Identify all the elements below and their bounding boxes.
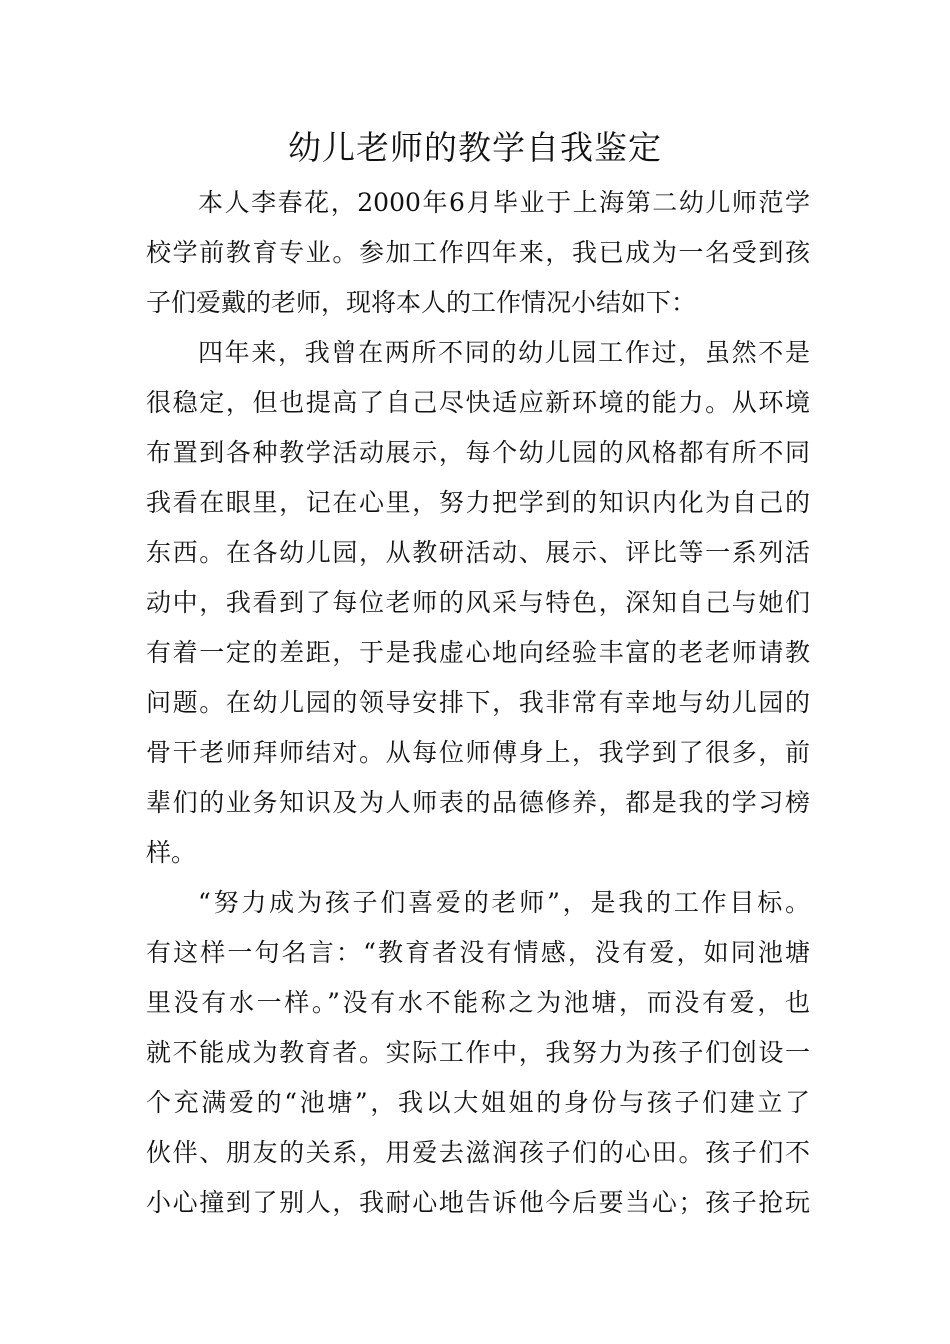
text-line: 伙伴、朋友的关系，用爱去滋润孩子们的心田。孩子们不 xyxy=(146,1138,810,1167)
text-line: 骨干老师拜师结对。从每位师傅身上，我学到了很多，前 xyxy=(146,738,810,767)
text-line: 个充满爱的“池塘”，我以大姐姐的身份与孩子们建立了 xyxy=(146,1088,810,1117)
text-line: 小心撞到了别人，我耐心地告诉他今后要当心；孩子抢玩 xyxy=(146,1188,810,1217)
text-line: 子们爱戴的老师，现将本人的工作情况小结如下： xyxy=(146,288,697,317)
text-line: 本人李春花，2000年6月毕业于上海第二幼儿师范学 xyxy=(198,188,810,217)
text-line: 四年来，我曾在两所不同的幼儿园工作过，虽然不是 xyxy=(198,338,810,367)
text-line: 辈们的业务知识及为人师表的品德修养，都是我的学习榜 xyxy=(146,788,810,817)
text-line: 样。 xyxy=(146,838,197,867)
text-line: “努力成为孩子们喜爱的老师”，是我的工作目标。 xyxy=(198,888,810,917)
text-line: 就不能成为教育者。实际工作中，我努力为孩子们创设一 xyxy=(146,1038,810,1067)
text-line: 很稳定，但也提高了自己尽快适应新环境的能力。从环境 xyxy=(146,388,810,417)
text-line: 有着一定的差距，于是我虚心地向经验丰富的老老师请教 xyxy=(146,638,810,667)
text-line: 问题。在幼儿园的领导安排下，我非常有幸地与幼儿园的 xyxy=(146,688,810,717)
document-title: 幼儿老师的教学自我鉴定 xyxy=(288,128,662,167)
text-line: 里没有水一样。”没有水不能称之为池塘，而没有爱，也 xyxy=(146,988,810,1017)
text-line: 动中，我看到了每位老师的风采与特色，深知自己与她们 xyxy=(146,588,810,617)
text-line: 布置到各种教学活动展示，每个幼儿园的风格都有所不同 xyxy=(146,438,810,467)
text-line: 校学前教育专业。参加工作四年来，我已成为一名受到孩 xyxy=(146,238,810,267)
text-line: 东西。在各幼儿园，从教研活动、展示、评比等一系列活 xyxy=(146,538,810,567)
text-line: 我看在眼里，记在心里，努力把学到的知识内化为自己的 xyxy=(146,488,810,517)
text-line: 有这样一句名言：“教育者没有情感，没有爱，如同池塘 xyxy=(146,938,810,967)
document-body xyxy=(146,178,810,1228)
